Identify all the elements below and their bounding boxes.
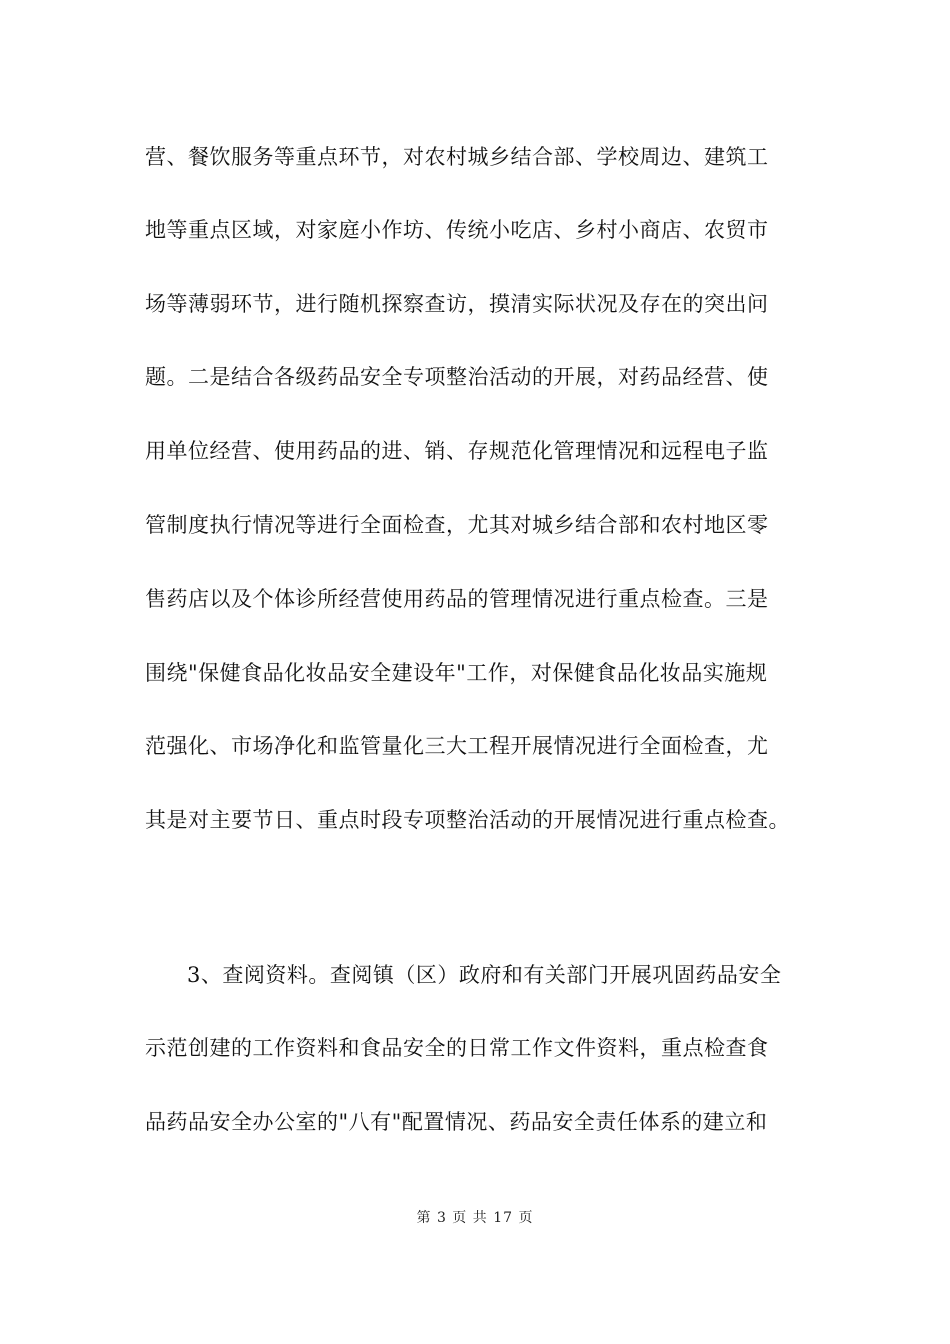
paragraph-2-line-1: 3、查阅资料。查阅镇（区）政府和有关部门开展巩固药品安全 [187, 963, 782, 987]
paragraph-1-line-6: 管制度执行情况等进行全面检查，尤其对城乡结合部和农村地区零 [145, 513, 769, 537]
paragraph-1-line-4: 题。二是结合各级药品安全专项整治活动的开展，对药品经营、使 [145, 365, 769, 389]
paragraph-1-line-5: 用单位经营、使用药品的进、销、存规范化管理情况和远程电子监 [145, 439, 769, 463]
paragraph-1-line-7: 售药店以及个体诊所经营使用药品的管理情况进行重点检查。三是 [145, 587, 769, 611]
paragraph-1-line-8: 围绕"保健食品化妆品安全建设年"工作，对保健食品化妆品实施规 [145, 661, 768, 685]
paragraph-1-line-10: 其是对主要节日、重点时段专项整治活动的开展情况进行重点检查。 [145, 808, 790, 832]
page-number-footer: 第 3 页 共 17 页 [416, 1210, 534, 1226]
paragraph-1-line-3: 场等薄弱环节，进行随机探察查访，摸清实际状况及存在的突出问 [145, 292, 769, 316]
paragraph-2-line-2: 示范创建的工作资料和食品安全的日常工作文件资料，重点检查食 [145, 1036, 769, 1060]
paragraph-1-line-2: 地等重点区域，对家庭小作坊、传统小吃店、乡村小商店、农贸市 [145, 218, 769, 242]
paragraph-2-line-3: 品药品安全办公室的"八有"配置情况、药品安全责任体系的建立和 [145, 1110, 768, 1134]
paragraph-1-line-1: 营、餐饮服务等重点环节，对农村城乡结合部、学校周边、建筑工 [145, 145, 769, 169]
paragraph-1-line-9: 范强化、市场净化和监管量化三大工程开展情况进行全面检查，尤 [145, 734, 769, 758]
